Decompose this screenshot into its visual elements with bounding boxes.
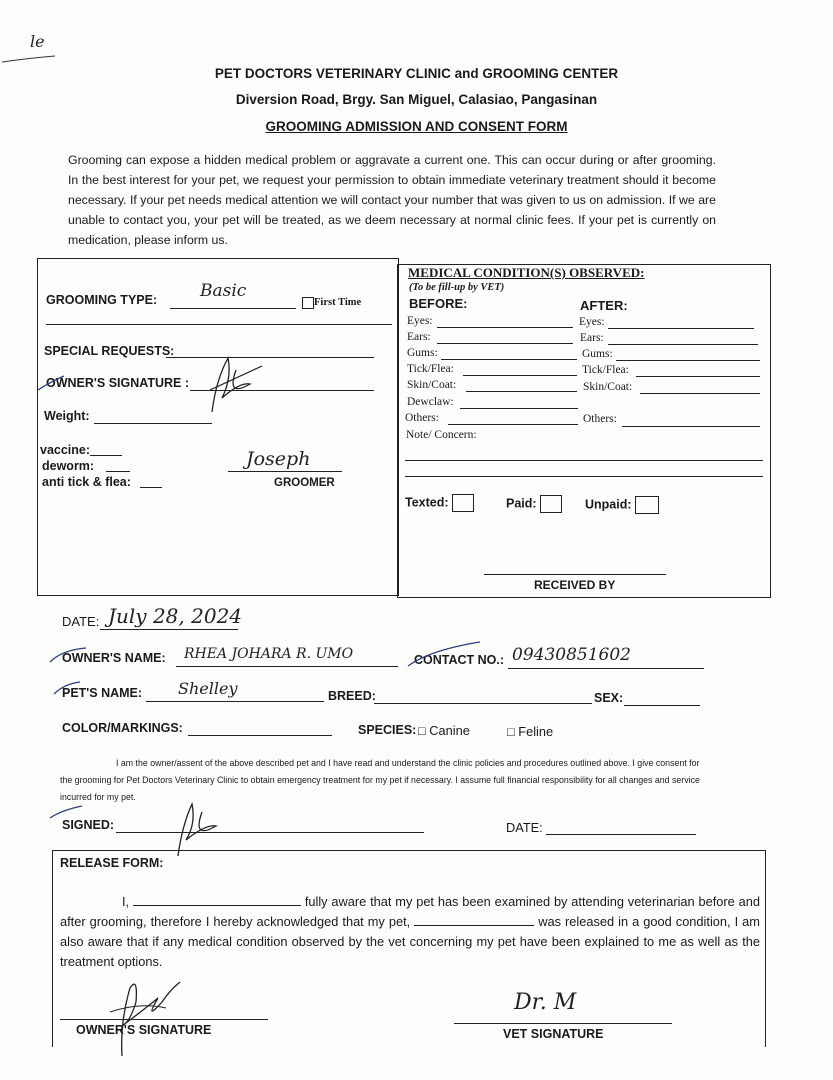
before-item: Tick/Flea: — [407, 363, 454, 375]
pet-name-line — [146, 701, 324, 702]
before-label: BEFORE: — [409, 296, 468, 311]
consent-paragraph: I am the owner/assent of the above described pet and I have read and understand the clinic policies and procedures outlined above. I give consent for the grooming for Pet Doctors Veterinary Clinic to obtain emergency treatment for my pet if necessary. I assume full financial responsibility for all changes and service incurred for my pet. — [60, 758, 700, 802]
unpaid-label: Unpaid: — [585, 497, 632, 512]
deworm-line — [106, 471, 130, 472]
release-text-3: was released in a good condition, I am also aware that if any medical condition observed by the vet concerning my pet have been explained to me as well as the treatment options. — [60, 914, 760, 969]
received-by-label: RECEIVED BY — [534, 578, 616, 592]
after-line — [640, 393, 760, 394]
after-item: Gums: — [582, 348, 613, 360]
intro-paragraph: Grooming can expose a hidden medical problem or aggravate a current one. This can occur during or after grooming. In the best interest for your pet, we request your permission to obtain immediate veterinary treatment should it become necessary. If your pet needs medical attention we will contact your number that was given to us on admission. If we are unable to contact you, your pet will be treated, as we deem necessary at normal clinic fees. If your pet is currently on medication, please inform us. — [68, 153, 716, 247]
breed-label: BREED: — [328, 689, 376, 703]
owner-name-checkmarks — [40, 640, 500, 680]
weight-label: Weight: — [44, 409, 90, 423]
clinic-name: PET DOCTORS VETERINARY CLINIC and GROOMING CENTER — [214, 66, 619, 81]
anti-tick-line — [140, 487, 162, 488]
note-line-2 — [405, 476, 763, 477]
release-owner-signature-label: OWNER'S SIGNATURE — [76, 1023, 212, 1037]
paid-checkbox[interactable] — [540, 495, 562, 513]
after-line — [608, 344, 758, 345]
vaccine-label: vaccine: — [40, 443, 91, 457]
grooming-type-line — [170, 308, 296, 309]
groomer-name: Joseph — [246, 448, 311, 470]
anti-tick-label: anti tick & flea: — [42, 475, 131, 489]
contact-value: 09430851602 — [512, 645, 631, 665]
before-line — [466, 391, 577, 392]
grooming-type-label: GROOMING TYPE: — [46, 293, 158, 307]
release-text-1: I, — [122, 894, 130, 909]
before-line — [437, 343, 573, 344]
after-item: Eyes: — [579, 316, 605, 328]
after-label: AFTER: — [580, 298, 628, 313]
owner-signature-label: OWNER'S SIGNATURE : — [46, 376, 190, 390]
owner-name-label: OWNER'S NAME: — [62, 651, 166, 665]
date-label: DATE: — [62, 614, 100, 629]
before-item: Skin/Coat: — [407, 379, 457, 391]
after-item: Ears: — [580, 332, 604, 344]
contact-label: CONTACT NO.: — [414, 653, 505, 667]
species-label: SPECIES: — [358, 723, 417, 737]
paid-field — [506, 495, 562, 513]
pet-name-value: Shelley — [178, 679, 238, 698]
paid-label: Paid: — [506, 496, 537, 511]
before-line — [441, 359, 577, 360]
owner-name-value: RHEA JOHARA R. UMO — [184, 646, 354, 662]
sex-line — [624, 705, 700, 706]
release-title: RELEASE FORM: — [60, 856, 164, 870]
after-item: Tick/Flea: — [582, 364, 629, 376]
before-item: Ears: — [407, 331, 431, 343]
after-item: Skin/Coat: — [583, 381, 633, 393]
corner-handwritten-mark: le — [30, 32, 45, 51]
before-item: Eyes: — [407, 315, 433, 327]
first-time-label: First Time — [314, 297, 362, 308]
before-item: Others: — [405, 412, 439, 424]
medical-title: MEDICAL CONDITION(S) OBSERVED: — [408, 265, 645, 280]
contact-line — [508, 668, 704, 669]
pet-name-label: PET'S NAME: — [62, 686, 143, 700]
signed-date-line — [546, 834, 696, 835]
signed-label: SIGNED: — [62, 818, 115, 832]
vaccine-line — [90, 455, 122, 456]
before-item: Dewclaw: — [407, 396, 454, 408]
note-line-1 — [405, 460, 763, 461]
unpaid-checkbox[interactable] — [635, 496, 659, 514]
clinic-address: Diversion Road, Brgy. San Miguel, Calasiao, Pangasinan — [235, 92, 598, 107]
signed-date-label: DATE: — [506, 820, 543, 835]
special-requests-label: SPECIAL REQUESTS: — [44, 344, 175, 358]
medical-subtitle: (To be fill-up by VET) — [409, 282, 505, 293]
sex-label: SEX: — [594, 691, 624, 705]
release-owner-signature-scribble — [100, 972, 200, 1062]
breed-line — [374, 703, 592, 704]
texted-label: Texted: — [405, 495, 449, 510]
weight-line — [94, 423, 212, 424]
after-item: Others: — [583, 413, 617, 425]
groomer-line — [228, 471, 342, 472]
canine-option[interactable]: □ Canine — [418, 723, 470, 738]
color-markings-line — [188, 735, 332, 736]
after-line — [616, 360, 760, 361]
before-line — [448, 424, 578, 425]
form-title: GROOMING ADMISSION AND CONSENT FORM — [265, 119, 568, 134]
vet-signature-value: Dr. M — [514, 990, 577, 1015]
received-by-line — [484, 574, 666, 575]
color-markings-label: COLOR/MARKINGS: — [62, 721, 183, 735]
vet-signature-line — [454, 1023, 672, 1024]
vet-signature-label: VET SIGNATURE — [503, 1027, 604, 1041]
owner-name-blank — [133, 893, 301, 906]
groomer-label: GROOMER — [274, 477, 335, 489]
texted-field — [405, 494, 474, 512]
unpaid-field — [585, 496, 659, 514]
deworm-label: deworm: — [42, 459, 95, 473]
after-line — [636, 376, 760, 377]
release-paragraph — [60, 892, 760, 972]
after-line — [608, 328, 754, 329]
before-line — [437, 327, 573, 328]
before-line — [463, 375, 577, 376]
pet-name-blank — [414, 913, 534, 926]
after-line — [622, 426, 760, 427]
grooming-type-value: Basic — [200, 281, 247, 301]
grooming-type-line-2 — [46, 324, 392, 325]
note-concern-label: Note/ Concern: — [406, 429, 477, 441]
release-text-2: fully aware that my pet has been examined by attending veterinarian before and after grooming, therefore I hereby acknowledged that my pet, — [60, 894, 760, 929]
feline-option[interactable]: □ Feline — [507, 724, 554, 739]
texted-checkbox[interactable] — [452, 494, 474, 512]
corner-stroke — [0, 0, 80, 70]
date-line — [100, 629, 238, 630]
pet-name-checkmark — [50, 676, 110, 706]
before-item: Gums: — [407, 347, 438, 359]
first-time-checkbox[interactable] — [302, 297, 314, 309]
before-line — [460, 408, 578, 409]
date-value: July 28, 2024 — [108, 604, 243, 628]
